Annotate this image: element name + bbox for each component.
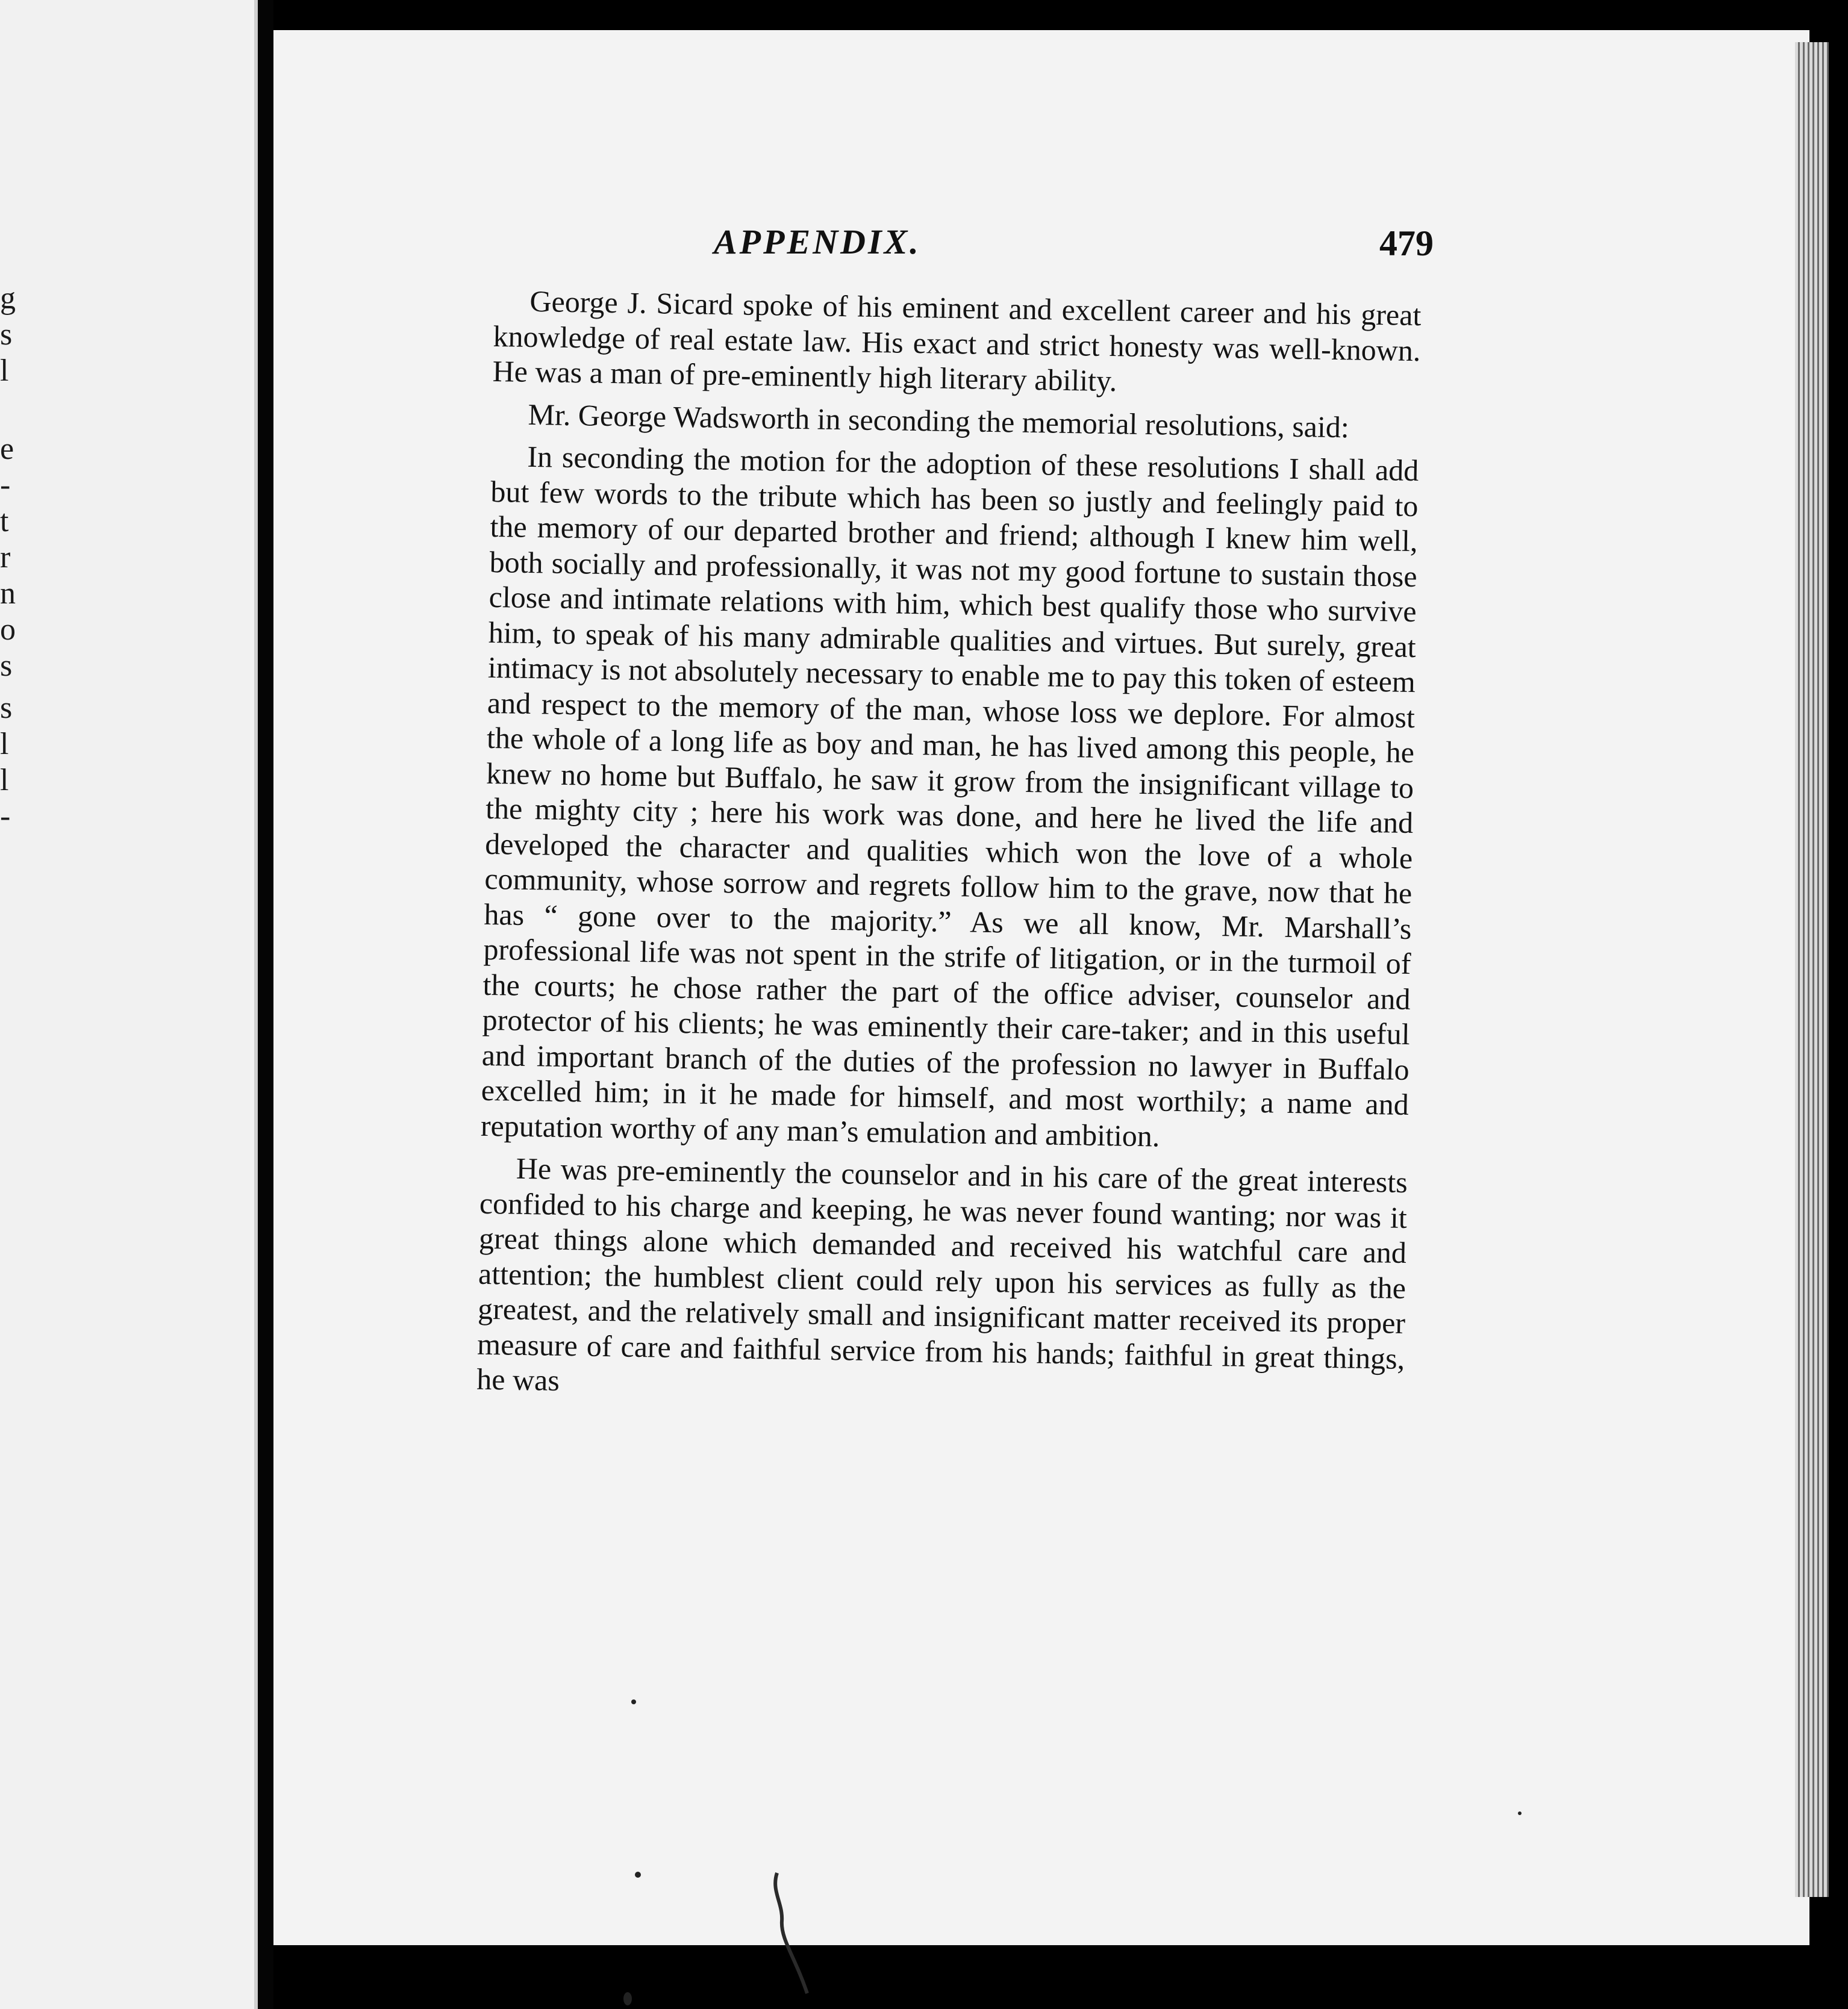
- margin-fragment: r: [0, 540, 11, 575]
- page-edges: [1795, 42, 1829, 1897]
- margin-fragment: e: [0, 432, 14, 466]
- paragraph: He was pre-eminently the counselor and in his care of the great interests confided to his charge and keeping, he was never found wanting; nor was it great things alone which demanded and received his watchful care and attention; the humblest client could rely upon his services as fully as the greatest, and the relatively small and insignificant matter received its proper measure of care and faithful service from his hands; faithful in great things, he was: [476, 1151, 1408, 1397]
- margin-fragment: o: [0, 612, 16, 647]
- scan-speck: [631, 1699, 636, 1704]
- margin-fragment: -: [0, 468, 11, 502]
- paragraph: In seconding the motion for the adoption of these resolutions I shall add but few words to the tribute which has been so justly and feelingly paid to the memory of our departed brother and friend; although I knew him well, both socially and professionally, it was not my good fortune to sustain those close and intimate relations with him, which best qualify those who survive him, to speak of his many admirable qualities and virtues. But surely, great intimacy is not absolutely necessary to enable me to pay this token of esteem and respect to the memory of the man, whose loss we deplore. For almost the whole of a long life as boy and man, he has lived among this people, he knew no home but Buffalo, he saw it grow from the insignificant village to the mighty city ; here his work was done, and here he lived the life and developed the character and qualities which won the love of a whole community, whose sorrow and regrets follow him to the grave, now that he has “ gone over to the majority.” As we all know, Mr. Marshall’s professional life was not spent in the strife of litigation, or in the turmoil of the courts; he chose rather the part of the office adviser, counselor and protector of his clients; he was eminently their care-taker; and in this useful and important branch of the duties of the profession no lawyer in Buffalo excelled him; in it he made for himself, and most worthily; a name and reputation worthy of any man’s emulation and ambition.: [480, 439, 1419, 1153]
- margin-fragment: s: [0, 317, 13, 352]
- margin-fragment: l: [0, 763, 9, 797]
- page-header: [714, 217, 1434, 271]
- margin-fragment: n: [0, 576, 16, 611]
- paragraph: George J. Sicard spoke of his eminent and excellent career and his great knowledge of real estate law. His exact and strict honesty was well-known. He was a man of pre-eminently high literary ability.: [492, 284, 1422, 398]
- scan-speck: [1518, 1811, 1522, 1815]
- margin-fragment: t: [0, 504, 9, 538]
- margin-fragment: s: [0, 691, 13, 725]
- scan-scratch-mark: [765, 1867, 819, 2005]
- book-gutter: [258, 0, 273, 2009]
- body-text: [476, 283, 1422, 1418]
- running-head: APPENDIX.: [714, 222, 921, 261]
- margin-fragment: g: [0, 281, 16, 316]
- margin-fragment: -: [0, 799, 11, 833]
- facing-page-edge: [0, 0, 258, 2009]
- margin-fragment: l: [0, 354, 9, 388]
- margin-fragment: s: [0, 649, 13, 683]
- scan-speck: [635, 1872, 641, 1878]
- paragraph: Mr. George Wadsworth in seconding the memorial resolutions, said:: [528, 397, 1350, 444]
- scan-speck: [623, 1992, 632, 2005]
- page-number: 479: [1379, 223, 1434, 263]
- margin-fragment: l: [0, 727, 9, 761]
